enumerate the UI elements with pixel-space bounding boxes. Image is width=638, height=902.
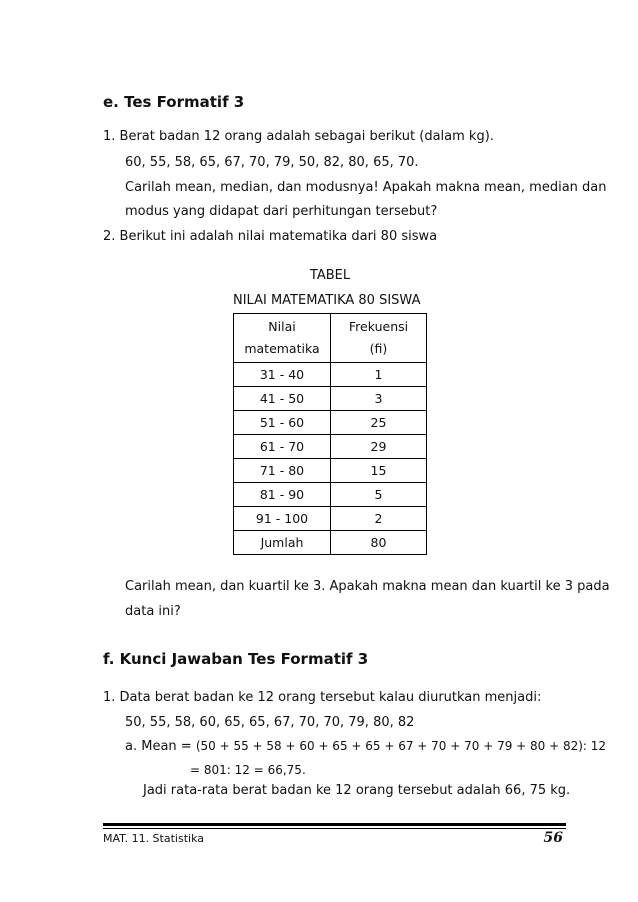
question-1-line-3: Carilah mean, median, dan modusnya! Apakah makna mean, median dan: [125, 180, 607, 195]
answer-mean-line: [125, 739, 606, 754]
table-title: TABEL: [309, 268, 351, 283]
table-row: 71 - 80 15: [234, 459, 427, 483]
table-row: 31 - 40 1: [234, 363, 427, 387]
answer-1-line-1: 1. Data berat badan ke 12 orang tersebut kalau diurutkan menjadi:: [103, 690, 542, 705]
page-number: 56: [543, 830, 563, 846]
answer-conclusion: Jadi rata-rata berat badan ke 12 orang tersebut adalah 66, 75 kg.: [143, 783, 571, 798]
mean-label: a. Mean =: [125, 739, 196, 754]
table-row: 61 - 70 29: [234, 435, 427, 459]
question-2-after-2: data ini?: [125, 604, 181, 619]
answer-mean-result: = 801: 12 = 66,75.: [190, 763, 306, 777]
table-row: 91 - 100 2: [234, 507, 427, 531]
question-1-line-1: 1. Berat badan 12 orang adalah sebagai berikut (dalam kg).: [103, 129, 494, 144]
section-e-heading: e. Tes Formatif 3: [103, 93, 245, 111]
table-row: 81 - 90 5: [234, 483, 427, 507]
question-2-line-1: 2. Berikut ini adalah nilai matematika dari 80 siswa: [103, 229, 438, 244]
section-f-heading: f. Kunci Jawaban Tes Formatif 3: [103, 650, 369, 668]
table-header-row: [234, 314, 427, 363]
table-row: 41 - 50 3: [234, 387, 427, 411]
question-1-data: 60, 55, 58, 65, 67, 70, 79, 50, 82, 80, 65, 70.: [125, 155, 419, 170]
footer-left: MAT. 11. Statistika: [103, 832, 204, 845]
table-total-row: Jumlah 80: [234, 531, 427, 555]
table-header-nilai: Nilai matematika: [234, 314, 331, 363]
table-subtitle: NILAI MATEMATIKA 80 SISWA: [233, 293, 421, 308]
answer-1-sorted-data: 50, 55, 58, 60, 65, 65, 67, 70, 70, 79, 80, 82: [125, 715, 415, 730]
table-header-frekuensi: Frekuensi (fi): [331, 314, 427, 363]
question-2-after-1: Carilah mean, dan kuartil ke 3. Apakah makna mean dan kuartil ke 3 pada: [125, 579, 610, 594]
footer-rule-thick: [103, 823, 566, 826]
question-1-line-4: modus yang didapat dari perhitungan tersebut?: [125, 204, 438, 219]
table-row: 51 - 60 25: [234, 411, 427, 435]
frequency-table: [233, 313, 427, 555]
footer-rule-thin: [103, 828, 566, 829]
mean-expression: (50 + 55 + 58 + 60 + 65 + 65 + 67 + 70 + 70 + 79 + 80 + 82): 12: [195, 739, 607, 753]
